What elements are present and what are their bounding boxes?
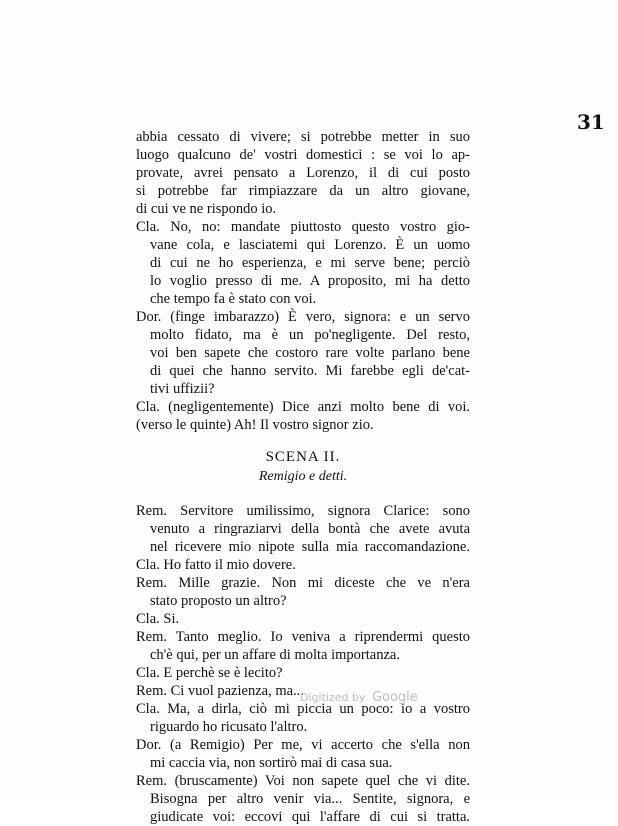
text-line: tivi uffizii? bbox=[150, 381, 215, 397]
text-line: Cla. No, no: mandate piuttosto questo vostro gio- bbox=[136, 219, 470, 235]
text-line: nel ricevere mio nipote sulla mia raccomandazione. bbox=[150, 539, 470, 555]
text-line: Bisogna per altro venir via... Sentite, signora, e bbox=[150, 791, 470, 807]
text-line: Cla. Ma, a dirla, ciò mi piccia un poco: io a vostro bbox=[136, 701, 470, 717]
page-number: 31 bbox=[577, 110, 605, 134]
text-line: giudicate voi: eccovi qui l'affare di cui si tratta. bbox=[150, 809, 470, 825]
text-line: Rem. (bruscamente) Voi non sapete quel che vi dite. bbox=[136, 773, 470, 789]
text-line: di cui ne ho esperienza, e mi serve bene; perciò bbox=[150, 255, 470, 271]
text-line: mi caccia via, non sortirò mai di casa sua. bbox=[150, 755, 393, 771]
text-line: voi ben sapete che costoro rare volte parlano bene bbox=[150, 345, 470, 361]
text-line: lo voglio presso di me. A proposito, mi ha detto bbox=[150, 273, 470, 289]
text-line: di quei che hanno servito. Mi farebbe egli de'cat- bbox=[150, 363, 470, 379]
watermark-prefix: Digitized by bbox=[300, 691, 366, 704]
text-line: che tempo fa è stato con voi. bbox=[150, 291, 317, 307]
text-line: stato proposto un altro? bbox=[150, 593, 287, 609]
scene-heading: SCENA II. bbox=[265, 449, 341, 465]
text-line: luogo qualcuno de' vostri domestici : se voi lo ap- bbox=[136, 147, 470, 163]
text-line: vane cola, e lasciatemi qui Lorenzo. È un uomo bbox=[150, 237, 470, 253]
text-line: molto fidato, ma è un po'negligente. Del resto, bbox=[150, 327, 470, 343]
text-line: abbia cessato di vivere; si potrebbe metter in suo bbox=[136, 129, 470, 145]
text-line: riguardo ho ricusato l'altro. bbox=[150, 719, 308, 735]
page-text bbox=[136, 128, 470, 826]
text-line: Rem. Mille grazie. Non mi diceste che ve n'era bbox=[136, 575, 470, 591]
text-line: Dor. (a Remigio) Per me, vi accerto che s'ella non bbox=[136, 737, 470, 753]
text-line: di cui ve ne rispondo io. bbox=[136, 201, 277, 217]
text-line: venuto a ringraziarvi della bontà che avete avuta bbox=[150, 521, 470, 537]
text-line: si potrebbe far rimpiazzare da un altro giovane, bbox=[136, 183, 470, 199]
text-line: ch'è qui, per un affare di molta importanza. bbox=[150, 647, 400, 663]
text-line: Cla. E perchè se è lecito? bbox=[136, 665, 283, 681]
text-line: Cla. (negligentemente) Dice anzi molto bene di voi. bbox=[136, 399, 470, 415]
text-line: Rem. Ci vuol pazienza, ma... bbox=[136, 683, 304, 699]
text-line: provate, avrei pensato a Lorenzo, il di cui posto bbox=[136, 165, 470, 181]
text-line: Cla. Ho fatto il mio dovere. bbox=[136, 557, 296, 573]
google-logo: Google bbox=[371, 690, 418, 705]
text-line: Cla. Si. bbox=[136, 611, 180, 627]
text-line: Rem. Servitore umilissimo, signora Clarice: sono bbox=[136, 503, 470, 519]
text-line: Dor. (finge imbarazzo) È vero, signora: e un servo bbox=[136, 309, 470, 325]
digitization-watermark bbox=[300, 690, 420, 705]
scene-subtitle: Remigio e detti. bbox=[258, 469, 348, 484]
text-line: (verso le quinte) Ah! Il vostro signor zio. bbox=[136, 417, 374, 433]
text-line: Rem. Tanto meglio. Io veniva a riprendermi questo bbox=[136, 629, 470, 645]
